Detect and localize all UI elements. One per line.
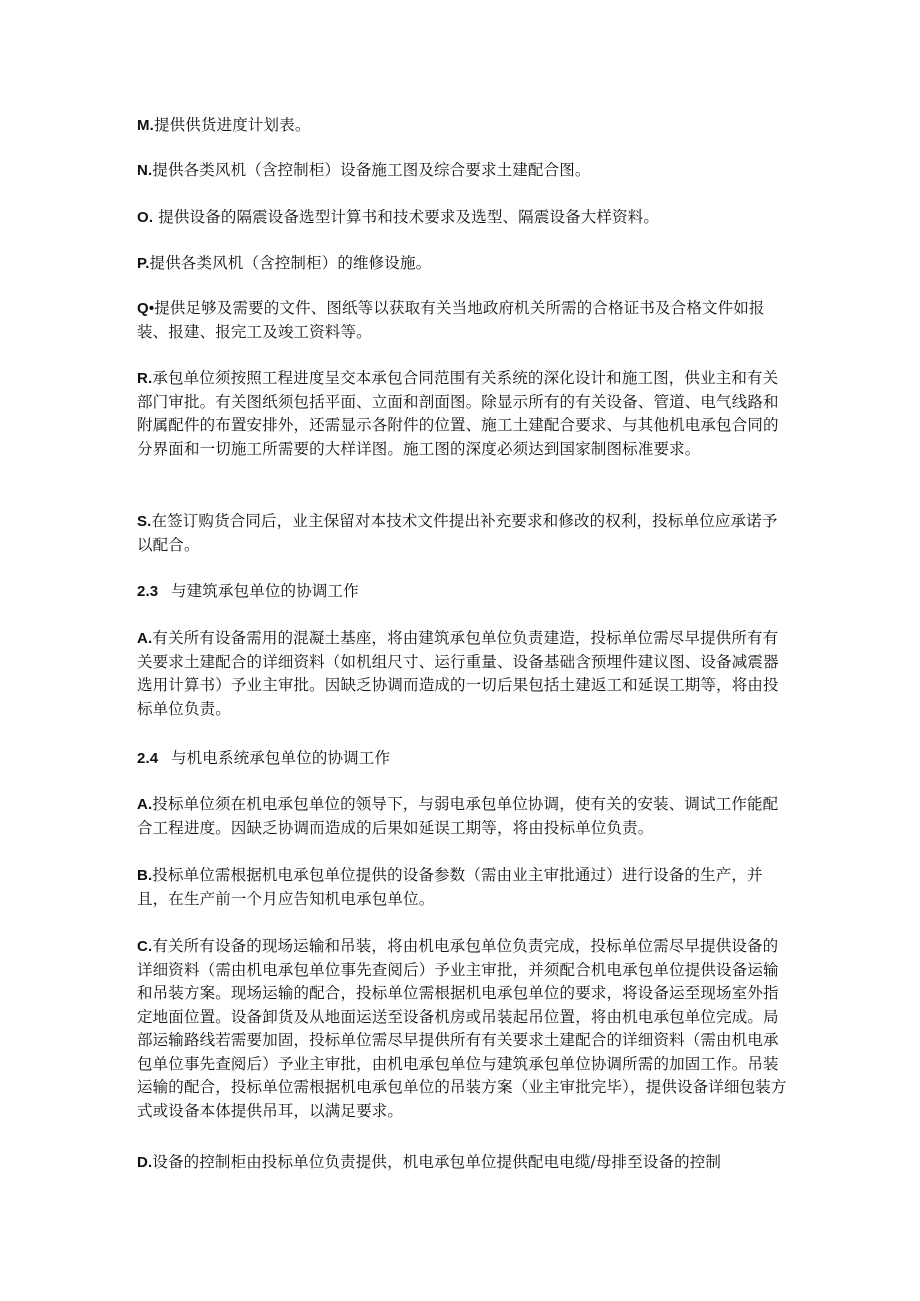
item-r — [137, 367, 789, 461]
item-text: 提供各类风机（含控制柜）设备施工图及综合要求土建配合图。 — [152, 161, 591, 179]
item-text: 提供各类风机（含控制柜）的维修设施。 — [149, 254, 432, 272]
item-o — [137, 206, 789, 230]
item-p — [137, 252, 789, 276]
item-text: 有关所有设备的现场运输和吊装，将由机电承包单位负责完成，投标单位需尽早提供设备的详细资料（需由机电承包单位事先查阅后）予业主审批，并须配合机电承包单位提供设备运输和吊装方案。现场运输的配合，投标单位需根据机电承包单位的要求，将设备运至现场室外指定地面位置。设备卸货及从地面运送至设备机房或吊装起吊位置，将由机电承包单位完成。局部运输路线若需要加固，投标单位需尽早提供所有有关要求土建配合的详细资料（需由机电承包单位事先查阅后）予业主审批，由机电承包单位与建筑承包单位协调所需的加固工作。吊装运输的配合，投标单位需根据机电承包单位的吊装方案（业主审批完毕），提供设备详细包装方式或设备本体提供吊耳，以满足要求。 — [137, 937, 787, 1120]
section-title: 与机电系统承包单位的协调工作 — [171, 749, 391, 767]
item-label: O. — [137, 209, 154, 226]
item-label: S. — [137, 513, 152, 530]
section-heading-2-4 — [137, 747, 789, 771]
item-m — [137, 114, 789, 138]
item-label: N. — [137, 162, 153, 179]
item-text: 有关所有设备需用的混凝土基座，将由建筑承包单位负责建造，投标单位需尽早提供所有有关要求土建配合的详细资料（如机组尺寸、运行重量、设备基础含预埋件建议图、设备减震器选用计算书）予业主审批。因缺乏协调而造成的一切后果包括土建返工和延误工期等，将由投标单位负责。 — [137, 629, 779, 718]
item-text: 提供供货进度计划表。 — [153, 116, 311, 134]
section-2-4-item-b — [137, 864, 789, 911]
item-text: 提供设备的隔震设备选型计算书和技术要求及选型、隔震设备大样资料。 — [153, 208, 660, 226]
section-2-4-item-c — [137, 935, 789, 1123]
item-label: Q• — [137, 300, 155, 317]
item-q — [137, 297, 789, 344]
item-text: 投标单位需根据机电承包单位提供的设备参数（需由业主审批通过）进行设备的生产，并且，在生产前一个月应告知机电承包单位。 — [137, 866, 763, 908]
section-2-4-item-d — [137, 1151, 789, 1175]
item-label: A. — [137, 796, 153, 813]
item-text: 提供足够及需要的文件、图纸等以获取有关当地政府机关所需的合格证书及合格文件如报装、报建、报完工及竣工资料等。 — [137, 299, 765, 341]
item-text: 在签订购货合同后，业主保留对本技术文件提出补充要求和修改的权利，投标单位应承诺予以配合。 — [137, 512, 778, 554]
item-label: M. — [137, 117, 154, 134]
section-number: 2.3 — [137, 583, 159, 600]
section-heading-2-3 — [137, 580, 789, 604]
item-n — [137, 159, 789, 183]
item-label: B. — [137, 867, 153, 884]
item-text: 设备的控制柜由投标单位负责提供，机电承包单位提供配电电缆/母排至设备的控制 — [152, 1153, 722, 1171]
item-label: P. — [137, 255, 150, 272]
section-2-4-item-a — [137, 793, 789, 840]
item-text: 承包单位须按照工程进度呈交本承包合同范围有关系统的深化设计和施工图，供业主和有关部门审批。有关图纸须包括平面、立面和剖面图。除显示所有的有关设备、管道、电气线路和附属配件的布置安排外，还需显示各附件的位置、施工土建配合要求、与其他机电承包合同的分界面和一切施工所需要的大样详图。施工图的深度必须达到国家制图标准要求。 — [137, 369, 779, 458]
section-title: 与建筑承包单位的协调工作 — [171, 582, 359, 600]
item-label: A. — [137, 630, 153, 647]
item-label: R. — [137, 370, 153, 387]
item-label: D. — [137, 1154, 153, 1171]
section-2-3-item-a — [137, 627, 789, 721]
item-text: 投标单位须在机电承包单位的领导下，与弱电承包单位协调，使有关的安装、调试工作能配合工程进度。因缺乏协调而造成的后果如延误工期等，将由投标单位负责。 — [137, 795, 779, 837]
item-s — [137, 510, 789, 557]
item-label: C. — [137, 938, 153, 955]
section-number: 2.4 — [137, 750, 159, 767]
